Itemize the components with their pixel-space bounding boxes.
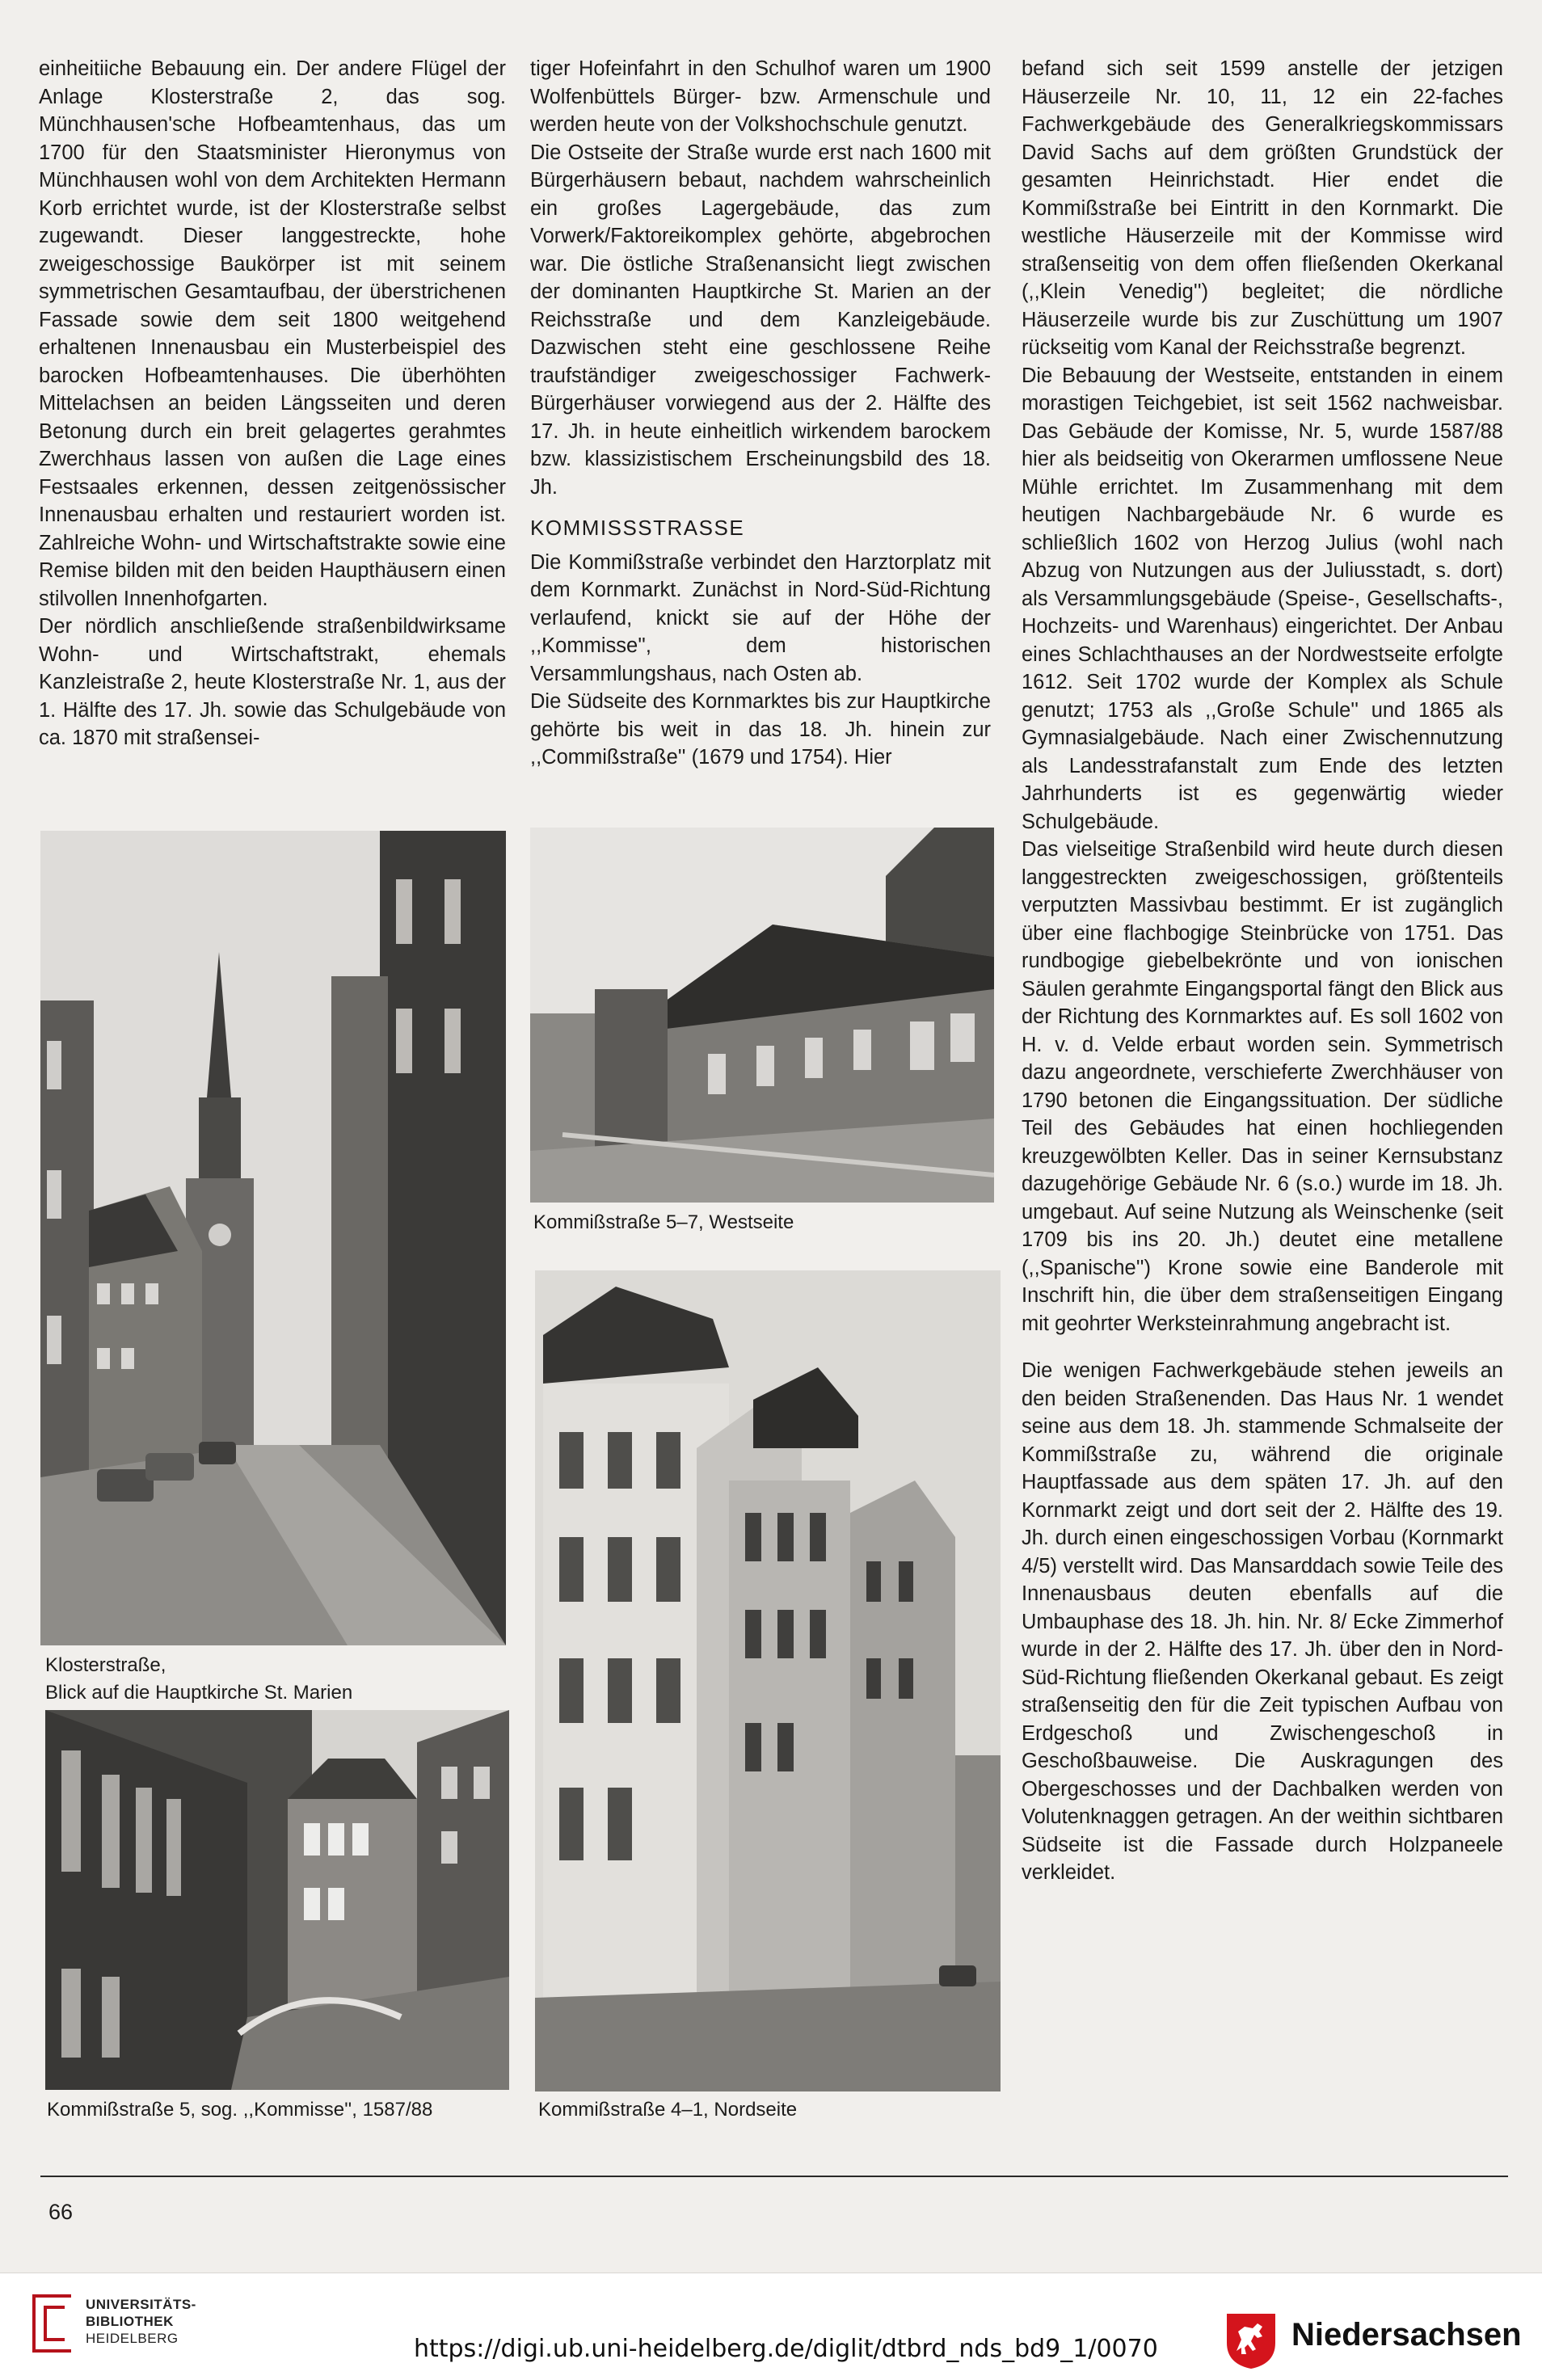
- library-name-line: UNIVERSITÄTS-: [86, 2297, 196, 2312]
- caption-line: Blick auf die Hauptkirche St. Marien: [45, 1682, 353, 1704]
- paragraph: Die Bebauung der Westseite, entstanden in einem morastigen Teichgebiet, ist seit 1562 nachweisbar. Das Gebäude der Komisse, Nr. 5, wurde 1587/88 hier als beidseitig von Okerarmen umflossene Neue Mühle errichtet. Im Zusammenhang mit dem heutigen Nachbargebäude Nr. 6 wurde es schließlich 1602 von Herzog Julius (wohl nach Abzug von Nutzungen aus der Juliusstadt, s. dort) als Versammlungsgebäude (Speise-, Gesellschafts-, Hochzeits- und Warenhaus) eingerichtet. Der Anbau eines Schlachthauses an der Nordwestseite erfolgte 1612. Seit 1702 wurde der Komplex als Schule genutzt; 1753 als ,,Große Schule'' und 1865 als Gymnasialgebäude. Nach einer Zwischennutzung als Landesstrafanstalt zum Ende des letzten Jahrhunderts ist es gegenwärtig wieder Schulgebäude.: [1022, 364, 1503, 833]
- library-name-line: HEIDELBERG: [86, 2331, 179, 2346]
- photo-kommisse: [45, 1710, 509, 2090]
- paragraph: einheitiiche Bebauung ein. Der andere Flügel der Anlage Klosterstraße 2, das sog. Münchhausen'sche Hofbeamtenhaus, das um 1700 für den Staatsminister Hieronymus von Münchhausen wohl von dem Architekten Hermann Korb errichtet wurde, ist der Klosterstraße selbst zugewandt. Dieser langgestreckte, hohe zweigeschossige Baukörper ist mit seinem symmetrischen Gesamtaufbau, der überstrichenen Fassade sowie dem seit 1800 weitgehend erhaltenen Innenausbau ein Musterbeispiel des barocken Hofbeamtenhauses. Die überhöhten Mittelachsen an beiden Längsseiten und deren Betonung durch ein breit gelagertes gerahmtes Zwerchhaus lassen von außen die Lage eines Festsaales erkennen, dessen zeitgenössischer Innenausbau erhalten und restauriert worden ist. Zahlreiche Wohn- und Wirtschaftstrakte sowie eine Remise bilden mit den beiden Haupthäusern einen stilvollen Innenhofgarten.: [39, 57, 506, 610]
- library-name-line: BIBLIOTHEK: [86, 2314, 174, 2329]
- caption-nordseite: Kommißstraße 4–1, Nordseite: [538, 2099, 798, 2121]
- page-number: 66: [48, 2200, 74, 2224]
- text-column-2: [530, 55, 991, 772]
- paragraph: Der nördlich anschließende straßenbildwirksame Wohn- und Wirtschaftstrakt, ehemals Kanzleistraße 2, heute Klosterstraße Nr. 1, aus der 1. Hälfte des 17. Jh. sowie das Schulgebäude von ca. 1870 mit straßensei-: [39, 615, 506, 749]
- text-column-1: [39, 55, 506, 752]
- niedersachsen-horse-icon: [1225, 2312, 1277, 2370]
- footer-banner: [0, 2273, 1542, 2380]
- paragraph: Die wenigen Fachwerkgebäude stehen jeweils an den beiden Straßenenden. Das Haus Nr. 1 wendet seine aus dem 18. Jh. stammende Schmalseite der Kommißstraße zu, während die originale Hauptfassade aus dem späten 17. Jh. auf den Kornmarkt zeigt und dort seit der 2. Hälfte des 19. Jh. durch einen eingeschossigen Vorbau (Kornmarkt 4/5) verstellt wird. Das Mansarddach sowie Teile des Innenausbaus deuten ebenfalls auf die Umbauphase des 18. Jh. hin. Nr. 8/ Ecke Zimmerhof wurde in der 2. Hälfte des 17. Jh. über den in Nord-Süd-Richtung fließenden Okerkanal gebaut. Es zeigt straßenseitig den für die Zeit typischen Aufbau von Erdgeschoß und Zwischengeschoß in Geschoßbauweise. Die Auskragungen des Obergeschosses und der Dachbalken werden von Volutenknaggen getragen. An der weithin sichtbaren Südseite ist die Fassade durch Holzpaneele verkleidet.: [1022, 1359, 1503, 1884]
- caption-kommisse: Kommißstraße 5, sog. ,,Kommisse'', 1587/88: [47, 2099, 433, 2121]
- caption-westseite: Kommißstraße 5–7, Westseite: [533, 1211, 794, 1233]
- paragraph: Die Ostseite der Straße wurde erst nach 1600 mit Bürgerhäusern bebaut, nachdem wahrscheinlich ein großes Lagergebäude, das zum Vorwerk/Faktoreikomplex gehörte, abgebrochen war. Die östliche Straßenansicht liegt zwischen der dominanten Hauptkirche St. Marien an der Reichsstraße und dem Kanzleigebäude. Dazwischen steht eine geschlossene Reihe traufständiger zweigeschossiger Fachwerk-Bürgerhäuser vorwiegend aus der 2. Hälfte des 17. Jh. in heute einheitlich wirkendem barockem bzw. klassizistischem Erscheinungsbild des 18. Jh.: [530, 141, 991, 499]
- photo-kommisse-image: [45, 1710, 509, 2090]
- paragraph: befand sich seit 1599 anstelle der jetzigen Häuserzeile Nr. 10, 11, 12 ein 22-faches Fachwerkgebäude des Generalkriegskommissars David Sachs auf dem größten Grundstück der gesamten Heinrichstadt. Hier endet die Kommißstraße bei Eintritt in den Kornmarkt. Die westliche Häuserzeile mit der Kommisse wird straßenseitig von dem offen fließenden Okerkanal (,,Klein Venedig'') begleitet; die nördliche Häuserzeile wurde bis zur Zuschüttung um 1907 rückseitig vom Kanal der Reichsstraße begrenzt.: [1022, 57, 1503, 359]
- photo-nordseite-image: [535, 1270, 1001, 2091]
- photo-westseite-image: [530, 828, 994, 1203]
- paragraph: tiger Hofeinfahrt in den Schulhof waren um 1900 Wolfenbüttels Bürger- bzw. Armenschule und werden heute von der Volkshochschule genutzt.: [530, 57, 991, 136]
- library-logo-icon: [32, 2294, 71, 2353]
- caption-line: Klosterstraße,: [45, 1654, 166, 1676]
- photo-nordseite: [535, 1270, 1001, 2091]
- state-name: Niedersachsen: [1291, 2317, 1522, 2353]
- text-column-3: [1022, 55, 1503, 1887]
- photo-klosterstrasse-image: [40, 831, 506, 1645]
- bottom-rule: [40, 2176, 1508, 2177]
- photo-klosterstrasse: [40, 831, 506, 1645]
- section-heading: KOMMISSSTRASSE: [530, 516, 745, 540]
- paragraph: Die Südseite des Kornmarktes bis zur Hauptkirche gehörte bis weit in das 18. Jh. hinein zur ,,Commißstraße'' (1679 und 1754). Hier: [530, 690, 991, 769]
- paragraph: Die Kommißstraße verbindet den Harztorplatz mit dem Kornmarkt. Zunächst in Nord-Süd-Richtung verlaufend, knickt sie auf der Höhe der ,,Kommisse'', dem historischen Versammlungshaus, nach Osten ab.: [530, 550, 991, 685]
- paragraph: Das vielseitige Straßenbild wird heute durch diesen langgestreckten zweigeschossigen, größtenteils verputzten Massivbau bestimmt. Er ist zugänglich über eine flachbogige Steinbrücke von 1751. Das rundbogige giebelbekrönte und von ionischen Säulen gerahmte Eingangsportal fängt den Blick aus der Richtung des Kornmarktes auf. Es soll 1602 von H. v. d. Velde erbaut worden sein. Symmetrisch dazu angeordnete, verschieferte Zwerchhäuser von 1790 betonen die Eingangssituation. Der südliche Teil des Gebäudes hat einen hochliegenden kreuzgewölbten Keller. Das in seiner Kernsubstanz dazugehörige Gebäude Nr. 6 (s.o.) wurde im 18. Jh. umgebaut. Auf seine Nutzung als Weinschenke (seit 1709 bis ins 20. Jh.) deutet eine metallene (,,Spanische'') Krone sowie eine Banderole mit Inschrift hin, die über dem straßenseitigen Eingang mit geohrter Werksteinrahmung angebracht ist.: [1022, 838, 1503, 1335]
- photo-westseite: [530, 828, 994, 1203]
- source-url-link[interactable]: https://digi.ub.uni-heidelberg.de/diglit/dtbrd_nds_bd9_1/0070: [414, 2335, 1158, 2363]
- caption-klosterstrasse: [45, 1652, 498, 1707]
- library-name: [86, 2296, 196, 2347]
